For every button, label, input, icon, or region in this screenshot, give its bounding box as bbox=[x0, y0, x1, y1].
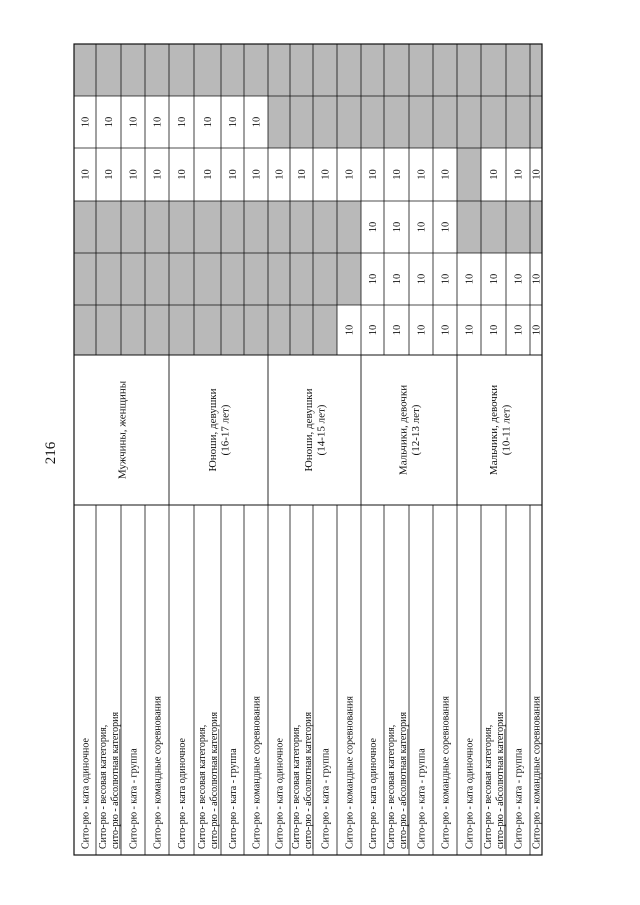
value-cell-line: 10 bbox=[513, 169, 525, 180]
shaded-cell bbox=[194, 201, 221, 253]
value-cell-line: 10 bbox=[489, 324, 501, 336]
discipline-label bbox=[386, 712, 409, 849]
age-group-label-line: Юноши, девушки bbox=[207, 388, 220, 472]
value-cell-line: 10 bbox=[489, 169, 501, 180]
age-group-label-line: (12-13 лет) bbox=[410, 404, 423, 456]
shaded-cell bbox=[313, 201, 337, 253]
discipline-label bbox=[228, 748, 239, 849]
value-cell bbox=[417, 274, 428, 285]
value-cell-line: 10 bbox=[344, 324, 356, 336]
shaded-cell bbox=[268, 305, 290, 355]
shaded-cell bbox=[244, 201, 268, 253]
shaded-cell bbox=[409, 44, 433, 96]
value-cell bbox=[392, 274, 403, 285]
value-cell-line: 10 bbox=[228, 169, 240, 180]
shaded-cell bbox=[221, 201, 244, 253]
shaded-cell bbox=[169, 305, 194, 355]
value-cell bbox=[252, 169, 263, 180]
value-cell-line: 10 bbox=[320, 169, 332, 180]
shaded-cell bbox=[506, 44, 530, 96]
discipline-label-line: сито-рю - абсолютная категория bbox=[397, 711, 409, 849]
shaded-cell bbox=[313, 253, 337, 305]
discipline-label-line: сито-рю - абсолютная категория bbox=[109, 711, 121, 849]
value-cell-line: 10 bbox=[489, 273, 501, 285]
value-cell-line: 10 bbox=[368, 221, 380, 233]
value-cell bbox=[441, 325, 452, 336]
value-cell-line: 10 bbox=[203, 169, 215, 180]
shaded-cell bbox=[313, 305, 337, 355]
value-cell bbox=[275, 169, 286, 180]
shaded-cell bbox=[145, 305, 169, 355]
value-cell bbox=[532, 274, 543, 285]
value-cell-line: 10 bbox=[368, 324, 380, 336]
value-cell-line: 10 bbox=[392, 324, 404, 336]
discipline-label bbox=[177, 738, 188, 849]
shaded-cell bbox=[457, 96, 481, 148]
discipline-label-line: Сито-рю - весовая категория, bbox=[98, 724, 110, 849]
value-cell-line: 10 bbox=[440, 273, 452, 285]
discipline-label-line: Сито-рю - весовая категория, bbox=[197, 724, 209, 849]
value-cell-line: 10 bbox=[177, 169, 189, 180]
age-group-label bbox=[488, 385, 512, 475]
shaded-cell bbox=[268, 253, 290, 305]
discipline-label bbox=[532, 696, 543, 849]
shaded-cell bbox=[506, 201, 530, 253]
discipline-label-line: Сито-рю - командные соревнования bbox=[531, 696, 543, 849]
age-group-label bbox=[207, 388, 232, 471]
value-cell bbox=[532, 169, 543, 180]
value-cell bbox=[203, 169, 214, 180]
shaded-cell bbox=[268, 96, 290, 148]
value-cell bbox=[177, 117, 188, 128]
value-cell-line: 10 bbox=[440, 169, 452, 180]
discipline-label bbox=[153, 696, 164, 849]
discipline-label bbox=[417, 748, 428, 849]
shaded-cell bbox=[457, 148, 481, 201]
value-cell-line: 10 bbox=[228, 116, 240, 128]
discipline-label-line: Сито-рю - весовая категория, bbox=[386, 724, 398, 849]
shaded-cell bbox=[290, 253, 313, 305]
shaded-cell bbox=[74, 253, 96, 305]
discipline-label-line: Сито-рю - командные соревнования bbox=[440, 696, 452, 849]
shaded-cell bbox=[384, 96, 409, 148]
value-cell bbox=[129, 169, 140, 180]
value-cell bbox=[104, 117, 115, 128]
value-cell bbox=[81, 117, 92, 128]
value-cell bbox=[514, 325, 525, 336]
value-cell-line: 10 bbox=[104, 116, 116, 128]
shaded-cell bbox=[313, 44, 337, 96]
discipline-label bbox=[129, 748, 140, 849]
discipline-label bbox=[345, 696, 356, 849]
value-cell-line: 10 bbox=[513, 273, 525, 285]
discipline-label-line: Сито-рю - ката - группа bbox=[228, 748, 239, 849]
page-number: 216 bbox=[43, 441, 59, 465]
shaded-cell bbox=[169, 44, 194, 96]
age-group-label-line: (16-17 лет) bbox=[219, 404, 232, 456]
value-cell bbox=[465, 325, 476, 336]
discipline-label-line: Сито-рю - ката одиночное bbox=[368, 738, 379, 849]
value-cell bbox=[228, 169, 239, 180]
discipline-label bbox=[514, 748, 525, 849]
value-cell bbox=[417, 169, 428, 180]
shaded-cell bbox=[121, 201, 145, 253]
shaded-cell bbox=[169, 253, 194, 305]
shaded-cell bbox=[221, 305, 244, 355]
value-cell-line: 10 bbox=[392, 273, 404, 285]
age-group-label-line: (14-15 лет) bbox=[315, 404, 328, 456]
shaded-cell bbox=[313, 96, 337, 148]
shaded-cell bbox=[361, 44, 384, 96]
discipline-label bbox=[275, 738, 286, 849]
value-cell-line: 10 bbox=[152, 169, 164, 180]
age-group-label bbox=[303, 388, 328, 471]
value-cell bbox=[104, 169, 115, 180]
shaded-cell bbox=[384, 44, 409, 96]
discipline-label-line: Сито-рю - ката - группа bbox=[320, 748, 332, 849]
discipline-label-line: Сито-рю - ката одиночное bbox=[80, 738, 92, 849]
value-cell bbox=[81, 169, 92, 180]
age-group-label-line: Юноши, девушки bbox=[303, 388, 316, 472]
value-cell bbox=[489, 169, 500, 180]
age-group-label-line: Мальчики, девочки bbox=[397, 384, 410, 476]
shaded-cell bbox=[96, 253, 121, 305]
value-cell-line: 10 bbox=[368, 273, 380, 285]
shaded-cell bbox=[268, 201, 290, 253]
value-cell-line: 10 bbox=[274, 169, 286, 180]
value-cell-line: 10 bbox=[440, 324, 452, 336]
shaded-cell bbox=[96, 44, 121, 96]
value-cell-line: 10 bbox=[464, 324, 476, 336]
shaded-cell bbox=[194, 253, 221, 305]
discipline-label bbox=[98, 712, 121, 849]
value-cell bbox=[514, 274, 525, 285]
discipline-label bbox=[368, 738, 379, 849]
shaded-cell bbox=[121, 44, 145, 96]
value-cell bbox=[514, 169, 525, 180]
value-cell bbox=[368, 325, 379, 336]
value-cell-line: 10 bbox=[416, 169, 428, 180]
shaded-cell bbox=[145, 253, 169, 305]
value-cell bbox=[489, 274, 500, 285]
shaded-cell bbox=[121, 253, 145, 305]
value-cell-line: 10 bbox=[104, 169, 116, 180]
value-cell bbox=[441, 222, 452, 233]
discipline-label-line: Сито-рю - ката - группа bbox=[128, 748, 140, 849]
discipline-label-line: Сито-рю - ката одиночное bbox=[177, 738, 188, 849]
shaded-cell bbox=[145, 44, 169, 96]
value-cell-line: 10 bbox=[416, 221, 428, 233]
value-cell bbox=[153, 169, 164, 180]
value-cell bbox=[392, 169, 403, 180]
discipline-label-line: сито-рю - абсолютная категория bbox=[494, 711, 506, 849]
shaded-cell bbox=[337, 201, 361, 253]
age-group-label bbox=[116, 380, 128, 479]
age-group-label-line: (10-11 лет) bbox=[500, 404, 513, 456]
shaded-cell bbox=[433, 96, 457, 148]
value-cell-line: 10 bbox=[392, 221, 404, 233]
shaded-cell bbox=[530, 44, 542, 96]
discipline-label bbox=[321, 748, 332, 849]
value-cell bbox=[368, 274, 379, 285]
shaded-cell bbox=[337, 96, 361, 148]
discipline-label bbox=[81, 738, 92, 849]
value-cell bbox=[297, 169, 308, 180]
discipline-label-line: Сито-рю - весовая категория, bbox=[291, 724, 303, 849]
shaded-cell bbox=[481, 44, 506, 96]
discipline-label-line: Сито-рю - ката одиночное bbox=[274, 738, 286, 849]
shaded-cell bbox=[145, 201, 169, 253]
shaded-cell bbox=[506, 96, 530, 148]
shaded-cell bbox=[530, 96, 542, 148]
shaded-cell bbox=[290, 201, 313, 253]
value-cell bbox=[441, 274, 452, 285]
shaded-cell bbox=[481, 201, 506, 253]
value-cell bbox=[228, 117, 239, 128]
value-cell-line: 10 bbox=[416, 273, 428, 285]
value-cell bbox=[489, 325, 500, 336]
value-cell-line: 10 bbox=[531, 169, 543, 180]
value-cell-line: 10 bbox=[440, 221, 452, 233]
value-cell bbox=[252, 117, 263, 128]
shaded-cell bbox=[121, 305, 145, 355]
shaded-cell bbox=[337, 44, 361, 96]
value-cell bbox=[177, 169, 188, 180]
value-cell-line: 10 bbox=[203, 116, 215, 128]
shaded-cell bbox=[74, 44, 96, 96]
value-cell bbox=[321, 169, 332, 180]
value-cell-line: 10 bbox=[344, 169, 356, 180]
shaded-cell bbox=[457, 201, 481, 253]
value-cell bbox=[153, 117, 164, 128]
value-cell-line: 10 bbox=[251, 116, 263, 128]
value-cell bbox=[368, 169, 379, 180]
value-cell-line: 10 bbox=[80, 169, 92, 180]
discipline-label-line: Сито-рю - ката - группа bbox=[416, 748, 428, 849]
shaded-cell bbox=[268, 44, 290, 96]
shaded-cell bbox=[361, 96, 384, 148]
value-cell bbox=[392, 222, 403, 233]
shaded-cell bbox=[169, 201, 194, 253]
value-cell bbox=[345, 325, 356, 336]
discipline-label bbox=[441, 696, 452, 849]
value-cell-line: 10 bbox=[531, 273, 543, 285]
shaded-cell bbox=[290, 96, 313, 148]
shaded-cell bbox=[481, 96, 506, 148]
value-cell bbox=[417, 222, 428, 233]
shaded-cell bbox=[290, 44, 313, 96]
value-cell-line: 10 bbox=[392, 169, 404, 180]
value-cell-line: 10 bbox=[251, 169, 263, 180]
shaded-cell bbox=[194, 305, 221, 355]
value-cell bbox=[441, 169, 452, 180]
shaded-cell bbox=[244, 44, 268, 96]
value-cell bbox=[203, 117, 214, 128]
value-cell-line: 10 bbox=[416, 324, 428, 336]
discipline-label-line: сито-рю - абсолютная категория bbox=[208, 711, 220, 849]
age-group-label-line: Мальчики, девочки bbox=[488, 384, 501, 476]
value-cell-line: 10 bbox=[531, 324, 543, 336]
shaded-cell bbox=[409, 96, 433, 148]
value-cell-line: 10 bbox=[80, 116, 92, 128]
shaded-cell bbox=[244, 305, 268, 355]
discipline-label-line: сито-рю - абсолютная категория bbox=[302, 711, 314, 849]
age-group-label bbox=[398, 385, 423, 475]
value-cell-line: 10 bbox=[368, 169, 380, 180]
value-cell-line: 10 bbox=[297, 169, 309, 180]
value-cell bbox=[129, 117, 140, 128]
shaded-cell bbox=[74, 305, 96, 355]
shaded-cell bbox=[290, 305, 313, 355]
value-cell bbox=[392, 325, 403, 336]
discipline-label-line: Сито-рю - ката - группа bbox=[513, 748, 525, 849]
value-cell bbox=[345, 169, 356, 180]
value-cell bbox=[465, 274, 476, 285]
shaded-cell bbox=[337, 253, 361, 305]
discipline-label bbox=[252, 696, 263, 849]
discipline-label bbox=[483, 712, 506, 849]
value-cell-line: 10 bbox=[128, 116, 140, 128]
shaded-cell bbox=[221, 44, 244, 96]
shaded-cell bbox=[96, 201, 121, 253]
value-cell bbox=[368, 222, 379, 233]
discipline-label bbox=[291, 712, 314, 849]
shaded-cell bbox=[530, 201, 542, 253]
value-cell-line: 10 bbox=[177, 116, 189, 128]
discipline-label-line: Сито-рю - ката одиночное bbox=[464, 738, 476, 849]
value-cell bbox=[417, 325, 428, 336]
discipline-label bbox=[465, 738, 476, 849]
value-cell-line: 10 bbox=[513, 324, 525, 336]
discipline-label bbox=[197, 712, 220, 849]
shaded-cell bbox=[74, 201, 96, 253]
age-group-label-line: Мужчины, женщины bbox=[116, 380, 129, 480]
shaded-cell bbox=[221, 253, 244, 305]
shaded-cell bbox=[194, 44, 221, 96]
shaded-cell bbox=[433, 44, 457, 96]
value-cell bbox=[532, 325, 543, 336]
value-cell-line: 10 bbox=[128, 169, 140, 180]
discipline-label-line: Сито-рю - весовая категория, bbox=[483, 724, 495, 849]
shaded-cell bbox=[96, 305, 121, 355]
shaded-cell bbox=[244, 253, 268, 305]
value-cell-line: 10 bbox=[152, 116, 164, 128]
shaded-cell bbox=[457, 44, 481, 96]
discipline-label-line: Сито-рю - командные соревнования bbox=[152, 696, 164, 849]
discipline-label-line: Сито-рю - командные соревнования bbox=[344, 696, 356, 849]
discipline-label-line: Сито-рю - командные соревнования bbox=[251, 696, 263, 849]
value-cell-line: 10 bbox=[464, 273, 476, 285]
